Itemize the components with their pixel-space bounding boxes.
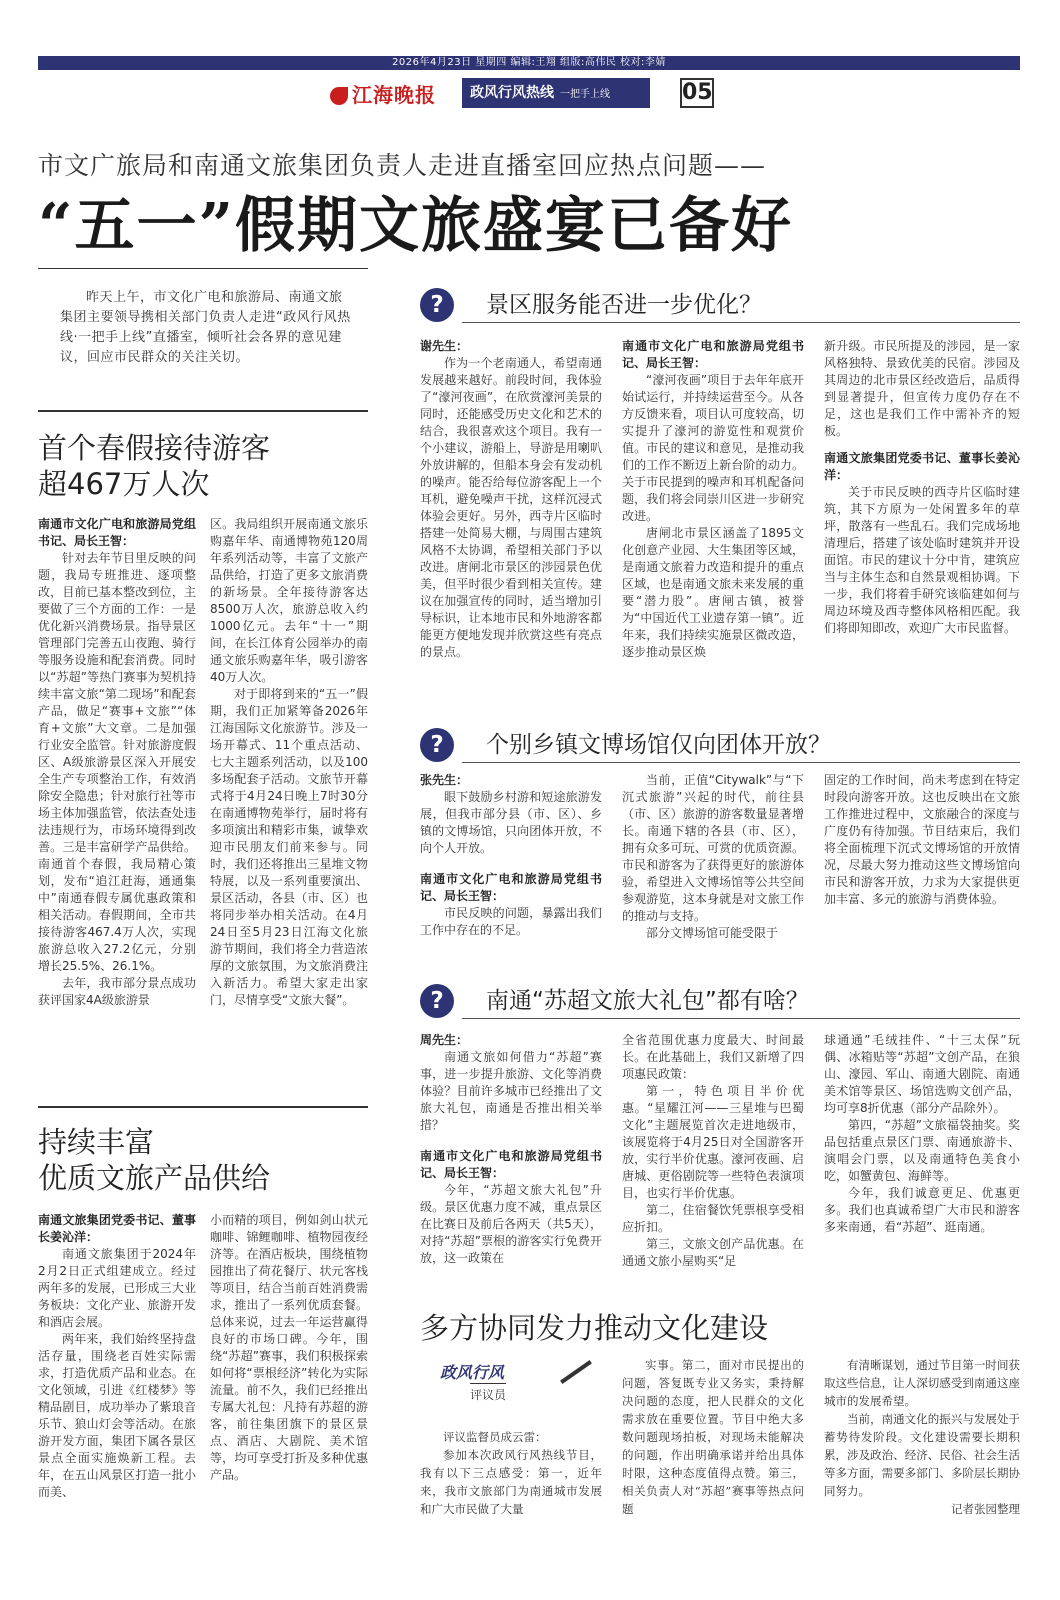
question-title: 个别乡镇文博场馆仅向团体开放？: [486, 732, 831, 758]
logo-text: 江海晚报: [352, 83, 436, 107]
commentary-title: 多方协同发力推动文化建设: [420, 1311, 769, 1345]
paragraph: 小而精的项目，例如剑山状元咖啡、锦鲤咖啡、植物园夜经济等。在酒店板块，围绕植物园推出了荷花餐厅、状元客栈等项目，结合当前百姓消费需求，推出了一系列优质套餐。总体来说，过去一年运营赢得良好的市场口碑。今年，围绕“苏超”赛事，我们积极探索如何将“票根经济”转化为实际流量。前不久，我们已经推出专属大礼包：凡持有苏超的游客，前往集团旗下的景区景点、酒店、大剧院、美术馆等，均可享受打折及多种优惠产品。: [210, 1213, 368, 1482]
paragraph: 有清晰谋划，通过节目第一时间获取这些信息，让人深切感受到南通这座城市的发展希望。: [824, 1358, 1020, 1408]
section-title-line: 超467万人次: [38, 467, 210, 501]
question-icon: ?: [420, 288, 454, 322]
article-column: [420, 772, 602, 939]
speaker-label: 南通市文化广电和旅游局党组书记、局长王智：: [622, 339, 804, 370]
paragraph: 第一，特色项目半价优惠。“星耀江河——三星堆与巴蜀文化”主题展览首次走进地级市，该展览将于4月25日对全国游客开放，实行半价优惠。濠河夜画、启唐城、更俗剧院等一些特色表演项目，也实行半价优惠。: [622, 1084, 804, 1200]
paragraph: 第二，住宿餐饮凭票根享受相应折扣。: [622, 1203, 804, 1234]
article-column: [420, 1032, 602, 1267]
paragraph: 当前，正值“Citywalk”与“下沉式旅游”兴起的时代，前往县（市、区）旅游的游客数量显著增长。南通下辖的各县（市、区），拥有众多可玩、可赏的优质资源。市民和游客为了获得更好的旅游体验，希望进入文博场馆等公共空间参观游览，这本身就是对文旅工作的推动与支持。: [622, 773, 804, 923]
column-badge: [462, 78, 650, 108]
paragraph: 第四，“苏超”文旅福袋抽奖。奖品包括重点景区门票、南通旅游卡、演唱会门票，以及南通特色美食小吃，如蟹黄包、海鲜等。: [824, 1118, 1020, 1183]
divider: [462, 1018, 1020, 1019]
section-title-line: 优质文旅产品供给: [38, 1161, 271, 1195]
paragraph: 南通文旅如何借力“苏超”赛事，进一步提升旅游、文化等消费体验？目前许多城市已经推出了文旅大礼包，南通是否推出相关举措？: [420, 1050, 602, 1132]
article-column: [622, 1356, 804, 1518]
paragraph: 今年，“苏超文旅大礼包”升级。景区优惠力度不减，重点景区在比赛日及前后各两天（共5天），对持“苏超”票根的游客实行免费开放，这一政策在: [420, 1183, 602, 1265]
divider: [462, 322, 1020, 323]
section-title-line: 持续丰富: [38, 1125, 155, 1159]
paragraph: 眼下鼓励乡村游和短途旅游发展，但我市部分县（市、区）、乡镇的文博场馆，只向团体开放，不向个人开放。: [420, 790, 602, 855]
paragraph: 固定的工作时间，尚未考虑到在特定时段向游客开放。这也反映出在文旅工作推进过程中，文旅融合的深度与广度仍有待加强。节目结束后，我们将全面梳理下沉式文博场馆的开放情况，尽最大努力推动这些文博场馆向市民和游客开放，力求为大家提供更加丰富、多元的旅游与消费体验。: [824, 773, 1020, 906]
question-title: 南通“苏超文旅大礼包”都有啥？: [486, 988, 809, 1014]
paragraph: 部分文博场馆可能受限于: [646, 926, 779, 940]
paragraph: 第三，文旅文创产品优惠。在通通文旅小屋购买“足: [622, 1237, 804, 1268]
speaker-label: 评议监督员成云雷：: [443, 1430, 547, 1444]
paragraph: “濠河夜画”项目于去年年底开始试运行，并持续运营至今。从各方反馈来看，项目认可度较高，切实提升了濠河的游览性和观赏价值。市民的建议和意见，是推动我们的工作不断迈上新台阶的动力。关于市民提到的噪声和耳机配备问题，我们将会同崇川区进一步研究改进。: [622, 373, 804, 523]
speaker-label: 张先生：: [420, 773, 469, 787]
article-column: [622, 1032, 804, 1270]
column-subname: 一把手上线: [560, 89, 610, 100]
speaker-label: 南通市文化广电和旅游局党组书记、局长王智：: [420, 1149, 602, 1180]
paragraph: 关于市民反映的西寺片区临时建筑，其下方原为一处闲置多年的草坪，散落有一些乱石。我们完成场地清理后，搭建了该处临时建筑并开设面馆。市民的建议十分中肯，建筑应当与主体生态和自然景观相协调。下一步，我们将着手研究该临建如何与周边环境及西寺整体风格相匹配。我们将即知即改，欢迎广大市民监督。: [824, 485, 1020, 635]
paragraph: 作为一个老南通人，希望南通发展越来越好。前段时间，我体验了“濠河夜画”，在欣赏濠河美景的同时，还能感受历史文化和艺术的结合，我很喜欢这个项目。我有一个小建议，游船上，导游是用喇叭外放讲解的，但船本身会有发动机的噪声。能否给每位游客配上一个耳机，避免噪声干扰，这样沉浸式体验会更好。另外，西寺片区临时搭建一处简易大棚，与周围古建筑风格不太协调，希望相关部门予以改进。唐闸北市景区的涉园景色优美，但平时很少看到相关宣传。建议在加强宣传的同时，适当增加引导标识，让本地市民和外地游客都能更方便地发现并欣赏这些有亮点的景点。: [420, 356, 602, 659]
section-title-line: 首个春假接待游客: [38, 431, 271, 465]
subtitle: 市文广旅局和南通文旅集团负责人走进直播室回应热点问题——: [38, 151, 767, 180]
paragraph: 区。我局组织开展南通文旅乐购嘉年华、南通博物苑120周年系列活动等，丰富了文旅产品供给，打造了更多文旅消费的新场景。全年接待游客达8500万人次，旅游总收入约1000亿元。去年“十一”期间，在长江体育公园举办的南通文旅乐购嘉年华，吸引游客40万人次。: [210, 517, 368, 684]
divider: [38, 1106, 368, 1108]
paragraph: 南通文旅集团于2024年2月2日正式组建成立。经过两年多的发展，已形成三大业务板块：文化产业、旅游开发和酒店会展。: [38, 1247, 196, 1329]
paragraph: 唐闸北市景区涵盖了1895文化创意产业园、大生集团等区域，是南通文旅着力改造和提升的重点区域，也是南通文旅未来发展的重要“潜力股”。唐闸古镇，被誉为“中国近代工业遗存第一镇”。近年来，我们持续实施景区微改造，逐步推动景区焕: [622, 526, 804, 659]
paragraph: 今年，我们诚意更足、优惠更多。我们也真诚希望广大市民和游客多来南通，看“苏超”、逛南通。: [824, 1186, 1020, 1234]
speaker-label: 南通市文化广电和旅游局党组书记、局长王智：: [420, 872, 602, 903]
paragraph: 参加本次政风行风热线节目，我有以下三点感受：第一，近年来，我市文旅部门为南通城市发展和广大市民做了大量: [420, 1448, 602, 1516]
column-name: 政风行风热线: [470, 85, 554, 101]
article-column: [38, 1212, 196, 1501]
section-title-spring-break: [38, 430, 270, 502]
byline: 记者张园整理: [951, 1502, 1020, 1516]
divider: [38, 410, 368, 412]
newspaper-logo: [330, 79, 436, 108]
commentator-stamp: [440, 1360, 580, 1408]
article-column: [420, 1428, 602, 1518]
paragraph: 新升级。市民所提及的涉园，是一家风格独特、景致优美的民宿。涉园及其周边的北市景区经改造后，品质得到显著提升，但宣传力度仍存在不足，这也是我们工作中需补齐的短板。: [824, 339, 1020, 438]
speaker-label: 南通文旅集团党委书记、董事长姜沁洋：: [824, 451, 1020, 482]
paragraph: 全省范围优惠力度最大、时间最长。在此基础上，我们又新增了四项惠民政策：: [622, 1033, 804, 1081]
dateline-bar: 2026年4月23日 星期四 编辑:王翔 组版:高伟民 校对:李婧: [38, 56, 1020, 70]
divider: [38, 268, 368, 269]
stamp-title: 政风行风: [440, 1363, 505, 1382]
article-column: [38, 516, 196, 1009]
headline: “五一”假期文旅盛宴已备好: [38, 191, 794, 261]
divider: [462, 762, 1020, 763]
speaker-label: 南通市文化广电和旅游局党组书记、局长王智：: [38, 517, 196, 548]
article-column: [420, 338, 602, 661]
article-column: [622, 338, 804, 661]
paragraph: 对于即将到来的“五一”假期，我们正加紧筹备2026年江海国际文化旅游节。涉及一场开幕式、11个重点活动、七大主题系列活动，以及100多场配套子活动。文旅节开幕式将于4月24日晚上7时30分在南通博物苑举行，届时将有多项演出和精彩市集，诚挚欢迎市民朋友们前来参与。同时，我们还将推出三星堆文物特展，以及一系列重要演出、景区活动，各县（市、区）也将同步举办相关活动。在4月24日至5月23日江海文化旅游节期间，我们将全力营造浓厚的文旅氛围，为文旅消费注入新活力。希望大家走出家门，尽情享受“文旅大餐”。: [210, 687, 368, 1007]
paragraph: 针对去年节目里反映的问题，我局专班推进、逐项整改，目前已基本整改到位，主要做了三个方面的工作：一是优化新兴消费场景。指导景区管理部门完善五山夜跑、骑行等服务设施和配套消费。同时以“苏超”等热门赛事为契机持续丰富文旅“第二现场”和配套产品，做足“赛事+文旅”“体育+文旅”大文章。二是加强行业安全监管。针对旅游度假区、A级旅游景区深入开展安全生产专项整治工作，有效消除安全隐患；针对旅行社等市场主体加强监管，依法查处违法违规行为，市场环境得到改善。三是丰富研学产品供给。南通首个春假，我局精心策划，发布“追江赶海，通通集中”南通春假专属优惠政策和相关活动。春假期间，全市共接待游客467.4万人次，实现旅游总收入27.2亿元，分别增长25.5%、26.1%。: [38, 551, 196, 973]
article-column: [622, 772, 804, 942]
article-column: [824, 1356, 1020, 1518]
paragraph: 两年来，我们始终坚持盘活存量，围绕老百姓实际需求，打造优质产品和业态。在文化领域，引进《红楼梦》等精品剧目，成功举办了紫琅音乐节、狼山灯会等活动。在旅游开发方面，集团下属各景区景点全面实施焕新工程。去年，在五山风景区打造一批小而美、: [38, 1332, 196, 1499]
question-title: 景区服务能否进一步优化？: [486, 292, 762, 318]
speaker-label: 南通文旅集团党委书记、董事长姜沁洋：: [38, 1213, 196, 1244]
paragraph: 当前，南通文化的振兴与发展处于蓄势待发阶段。文化建设需要长期积累，涉及政治、经济、民俗、社会生活等多方面，需要多部门、多阶层长期协同努力。: [824, 1412, 1020, 1498]
section-title-products: [38, 1124, 270, 1196]
speaker-label: 谢先生：: [420, 339, 469, 353]
article-column: [210, 516, 368, 1009]
paragraph: 去年，我市部分景点成功获评国家4A级旅游景: [38, 976, 196, 1007]
article-column: [824, 1032, 1020, 1236]
stamp-subtitle: 评议员: [470, 1383, 506, 1403]
article-column: [824, 338, 1020, 637]
article-column: [824, 772, 1020, 908]
paragraph: 实事。第二，面对市民提出的问题，答复既专业又务实，秉持解决问题的态度，把人民群众的文化需求放在重要位置。节目中绝大多数问题现场拍板，对现场未能解决的问题，作出明确承诺并给出具体时限，这种态度值得点赞。第三，相关负责人对“苏超”赛事等热点问题: [622, 1358, 804, 1516]
paragraph: 球通通”毛绒挂件、“十三太保”玩偶、冰箱贴等“苏超”文创产品，在狼山、濠园、军山、南通大剧院、南通美术馆等景区、场馆选购文创产品，均可享8折优惠（部分产品除外）。: [824, 1033, 1020, 1115]
paragraph: 市民反映的问题，暴露出我们工作中存在的不足。: [420, 906, 602, 937]
question-icon: ?: [420, 984, 454, 1018]
intro-text: 昨天上午，市文化广电和旅游局、南通文旅集团主要领导携相关部门负责人走进“政风行风热线·一把手上线”直播室，倾听社会各界的意见建议，回应市民群众的关注关切。: [60, 290, 351, 365]
speaker-label: 周先生：: [420, 1033, 469, 1047]
page-number: 05: [680, 78, 714, 108]
question-icon: ?: [420, 728, 454, 762]
masthead: [330, 76, 730, 112]
logo-icon: [330, 87, 348, 105]
article-column: [210, 1212, 368, 1484]
